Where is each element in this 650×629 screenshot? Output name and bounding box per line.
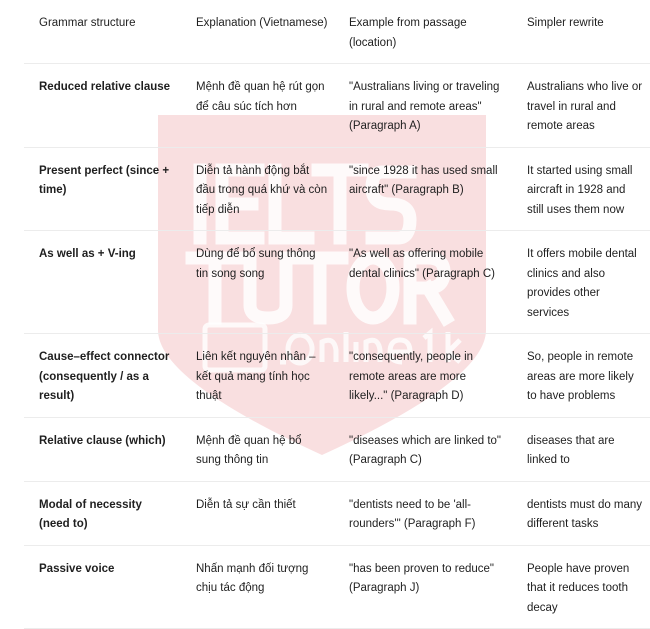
rewrite-cell: So, people in remote areas are more likely to have problems <box>527 351 634 402</box>
table-row <box>24 334 650 418</box>
table-row <box>24 417 650 481</box>
table-row <box>24 481 650 545</box>
header-grammar-structure: Grammar structure <box>39 17 136 29</box>
grammar-structure-cell: Passive voice <box>39 562 115 575</box>
example-cell: "diseases which are linked to" (Paragraph C) <box>349 434 501 466</box>
explanation-cell: Mệnh đề quan hệ rút gọn để câu súc tích hơn <box>196 81 325 113</box>
rewrite-cell: It started using small aircraft in 1928 and still uses them now <box>527 164 633 216</box>
rewrite-cell: diseases that are linked to <box>527 434 615 466</box>
header-simpler-rewrite: Simpler rewrite <box>527 17 604 29</box>
table-row <box>24 545 650 629</box>
grammar-table <box>24 0 650 629</box>
grammar-structure-cell: Modal of necessity (need to) <box>39 498 142 530</box>
grammar-structure-cell: Cause–effect connector (consequently / as a result) <box>39 351 170 402</box>
header-example: Example from passage (location) <box>349 17 467 49</box>
explanation-cell: Mệnh đề quan hệ bổ sung thông tin <box>196 434 302 466</box>
grammar-structure-cell: Relative clause (which) <box>39 434 166 447</box>
example-cell: "since 1928 it has used small aircraft" (Paragraph B) <box>349 164 498 196</box>
explanation-cell: Nhấn mạnh đối tượng chịu tác động <box>196 562 309 594</box>
rewrite-cell: People have proven that it reduces tooth decay <box>527 562 630 614</box>
example-cell: "As well as offering mobile dental clinics" (Paragraph C) <box>349 248 495 280</box>
example-cell: "consequently, people in remote areas are more likely..." (Paragraph D) <box>349 351 474 402</box>
table-row <box>24 64 650 148</box>
rewrite-cell: Australians who live or travel in rural and remote areas <box>527 81 643 132</box>
explanation-cell: Liên kết nguyên nhân – kết quả mang tính học thuật <box>196 351 316 402</box>
explanation-cell: Diễn tả hành động bắt đầu trong quá khứ và còn tiếp diễn <box>196 164 328 216</box>
example-cell: "dentists need to be 'all-rounders'" (Paragraph F) <box>349 498 476 530</box>
example-cell: "has been proven to reduce" (Paragraph J) <box>349 562 494 594</box>
table-row <box>24 231 650 334</box>
rewrite-cell: dentists must do many different tasks <box>527 498 643 530</box>
header-explanation: Explanation (Vietnamese) <box>196 17 328 29</box>
explanation-cell: Diễn tả sự cần thiết <box>196 498 296 511</box>
table-header-row <box>24 0 650 64</box>
grammar-structure-cell: Present perfect (since + time) <box>39 164 170 196</box>
grammar-structure-cell: Reduced relative clause <box>39 81 171 93</box>
example-cell: "Australians living or traveling in rural and remote areas" (Paragraph A) <box>349 81 500 132</box>
table-row <box>24 147 650 231</box>
explanation-cell: Dùng để bổ sung thông tin song song <box>196 248 316 280</box>
rewrite-cell: It offers mobile dental clinics and also provides other services <box>527 248 637 319</box>
grammar-structure-cell: As well as + V-ing <box>39 248 136 260</box>
